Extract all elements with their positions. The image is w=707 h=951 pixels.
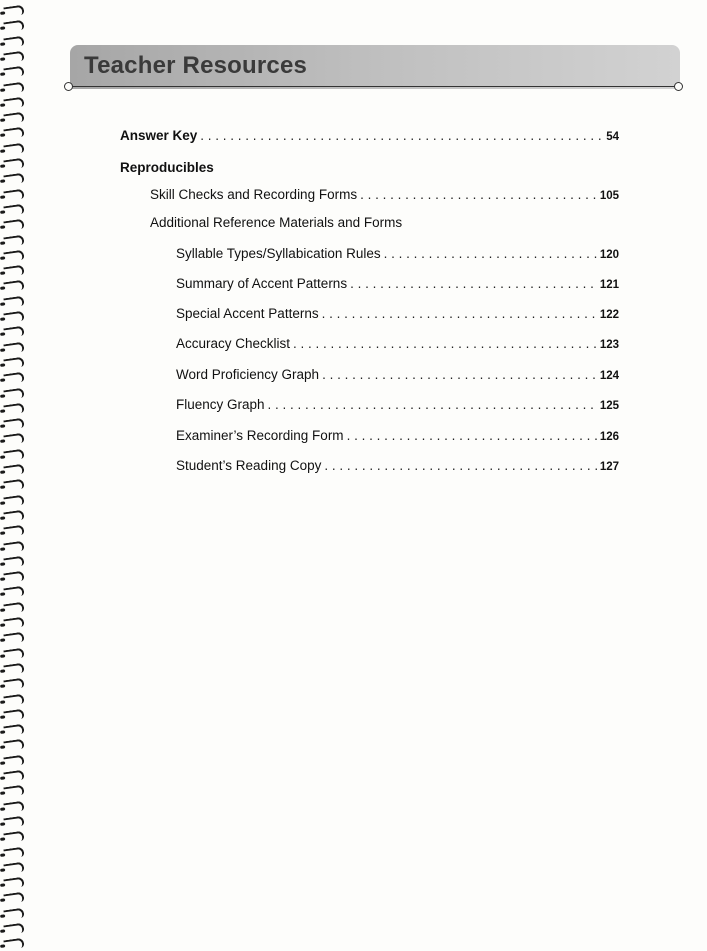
spiral-coil: [3, 617, 24, 630]
spiral-coil: [3, 66, 24, 79]
spiral-coil: [3, 601, 24, 614]
toc-item-label: Special Accent Patterns: [176, 306, 319, 321]
toc-item: [176, 366, 619, 385]
spiral-coil: [3, 831, 24, 844]
spiral-coil: [3, 20, 24, 33]
spiral-coil: [3, 372, 24, 385]
dot-leader: [293, 335, 597, 353]
toc-entry-answer-key: [120, 127, 619, 146]
spiral-coil: [3, 311, 24, 324]
toc-item-label: Fluency Graph: [176, 397, 265, 412]
header-rule: [71, 86, 678, 87]
toc-item-label: Student’s Reading Copy: [176, 458, 322, 473]
spiral-coil: [3, 295, 24, 308]
toc-entry-label: Skill Checks and Recording Forms: [150, 187, 358, 202]
spiral-coil: [3, 204, 24, 217]
toc-item: [176, 305, 619, 324]
toc-item: [176, 457, 619, 476]
spiral-coil: [3, 754, 24, 767]
spiral-coil: [3, 127, 24, 140]
spiral-coil: [3, 35, 24, 48]
toc-page-number: 120: [599, 249, 619, 261]
toc-section-reproducibles: Reproducibles: [120, 160, 214, 175]
spiral-coil: [3, 663, 24, 676]
spiral-coil: [3, 464, 24, 477]
spiral-coil: [3, 708, 24, 721]
spiral-coil: [3, 326, 24, 339]
spiral-coil: [3, 785, 24, 798]
spiral-coil: [3, 5, 24, 18]
toc-item: [176, 427, 619, 446]
spiral-coil: [3, 188, 24, 201]
dot-leader: [200, 127, 603, 145]
toc-item: [176, 335, 619, 354]
toc-page-number: 125: [599, 400, 619, 412]
rule-end-circle-right: [674, 82, 683, 91]
spiral-coil: [3, 800, 24, 813]
spiral-coil: [3, 923, 24, 936]
spiral-binding: [0, 0, 30, 947]
dot-leader: [350, 275, 597, 293]
toc-page-number: 121: [599, 279, 619, 291]
spiral-coil: [3, 51, 24, 64]
spiral-coil: [3, 448, 24, 461]
spiral-coil: [3, 907, 24, 920]
spiral-coil: [3, 816, 24, 829]
toc-subsection-additional: Additional Reference Materials and Forms: [150, 215, 403, 230]
spiral-coil: [3, 494, 24, 507]
spiral-coil: [3, 510, 24, 523]
page-title: Teacher Resources: [84, 52, 308, 79]
toc-item: [176, 245, 619, 264]
toc-entry-skill-checks: [150, 186, 619, 205]
spiral-coil: [3, 770, 24, 783]
spiral-coil: [3, 540, 24, 553]
toc-item: [176, 275, 619, 294]
spiral-coil: [3, 418, 24, 431]
spiral-coil: [3, 265, 24, 278]
toc-item-label: Word Proficiency Graph: [176, 367, 320, 382]
toc-item: [176, 396, 619, 415]
spiral-coil: [3, 739, 24, 752]
spiral-coil: [3, 525, 24, 538]
spiral-coil: [3, 861, 24, 874]
dot-leader: [268, 396, 597, 414]
toc-page-number: 127: [599, 461, 619, 473]
toc-page-number: 105: [599, 190, 619, 202]
toc-item-label: Summary of Accent Patterns: [176, 276, 348, 291]
spiral-coil: [3, 877, 24, 890]
spiral-coil: [3, 357, 24, 370]
spiral-coil: [3, 892, 24, 905]
toc-page-number: 54: [606, 131, 619, 143]
spiral-coil: [3, 219, 24, 232]
spiral-coil: [3, 632, 24, 645]
toc-page-number: 126: [599, 431, 619, 443]
toc-page-number: 124: [599, 370, 619, 382]
spiral-coil: [3, 433, 24, 446]
dot-leader: [322, 366, 597, 384]
spiral-coil: [3, 846, 24, 859]
spiral-coil: [3, 158, 24, 171]
spiral-coil: [3, 555, 24, 568]
spiral-coil: [3, 693, 24, 706]
spiral-coil: [3, 571, 24, 584]
spiral-coil: [3, 249, 24, 262]
spiral-coil: [3, 387, 24, 400]
spiral-coil: [3, 938, 24, 951]
spiral-coil: [3, 142, 24, 155]
toc-item-label: Examiner’s Recording Form: [176, 428, 344, 443]
rule-end-circle-left: [64, 82, 73, 91]
header-banner: [70, 45, 680, 89]
dot-leader: [360, 186, 597, 204]
toc-item-label: Accuracy Checklist: [176, 336, 291, 351]
spiral-coil: [3, 280, 24, 293]
dot-leader: [384, 245, 597, 263]
dot-leader: [347, 427, 597, 445]
toc-page-number: 123: [599, 339, 619, 351]
spiral-coil: [3, 479, 24, 492]
spiral-coil: [3, 724, 24, 737]
spiral-coil: [3, 678, 24, 691]
spiral-coil: [3, 96, 24, 109]
toc-item-label: Syllable Types/Syllabication Rules: [176, 246, 381, 261]
spiral-coil: [3, 81, 24, 94]
toc-entry-label: Answer Key: [120, 128, 198, 143]
dot-leader: [322, 305, 597, 323]
spiral-coil: [3, 402, 24, 415]
spiral-coil: [3, 173, 24, 186]
spiral-coil: [3, 586, 24, 599]
toc-page-number: 122: [599, 309, 619, 321]
spiral-coil: [3, 647, 24, 660]
spiral-coil: [3, 234, 24, 247]
dot-leader: [324, 457, 596, 475]
spiral-coil: [3, 112, 24, 125]
spiral-coil: [3, 341, 24, 354]
